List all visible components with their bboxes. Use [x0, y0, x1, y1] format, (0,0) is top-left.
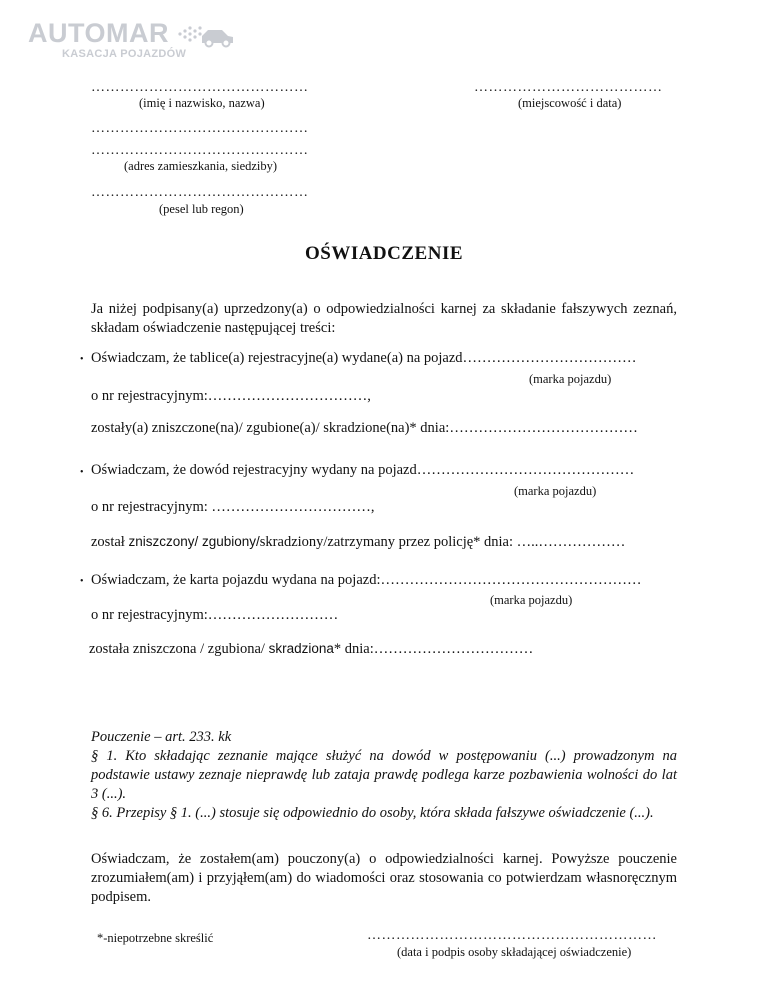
status-text-sans: zniszczony/ zgubiony/ [128, 534, 260, 549]
place-date-dots[interactable]: ………………………………… [474, 80, 663, 95]
date-dots[interactable]: …..……………… [516, 534, 626, 550]
date-dots[interactable]: ………………………………… [449, 420, 638, 436]
law-paragraph-6: § 6. Przepisy § 1. (...) stosuje się odpowiednio do osoby, która składa fałszywe oświadczenie (...). [91, 805, 654, 821]
address-caption: (adres zamieszkania, siedziby) [124, 159, 278, 173]
name-dots[interactable]: ……………………………………… [91, 80, 309, 95]
law-notice [91, 728, 677, 823]
date-dots[interactable]: …………………………… [373, 641, 534, 657]
registration-doc-registration: o nr rejestracyjnym: ……………………………, [91, 499, 375, 515]
vehicle-card-status [89, 641, 533, 658]
registration-doc-statement: Oświadczam, że dowód rejestracyjny wydany na pojazd……………………………………… [91, 462, 635, 478]
status-text: została zniszczona / zgubiona/ [89, 641, 269, 657]
law-heading: Pouczenie – art. 233. kk [91, 729, 232, 745]
signature-dots[interactable]: …………………………………………………… [367, 928, 657, 943]
bullet-icon: • [80, 467, 84, 478]
footnote: *-niepotrzebne skreślić [97, 931, 214, 945]
logo-subtitle: KASACJA POJAZDÓW [62, 48, 187, 60]
document-title: OŚWIADCZENIE [304, 243, 464, 264]
bullet-icon: • [80, 354, 84, 365]
plates-brand-caption: (marka pojazdu) [529, 372, 612, 386]
status-text-sans: skradziona [268, 641, 334, 656]
plates-statement: Oświadczam, że tablice(a) rejestracyjne(a) wydane(a) na pojazd……………………………… [91, 350, 637, 366]
logo-name: AUTOMAR [28, 18, 169, 48]
vehicle-card-statement: Oświadczam, że karta pojazdu wydana na pojazd:……………………………………………… [91, 572, 642, 588]
bullet-icon: • [80, 576, 84, 587]
registration-doc-brand-caption: (marka pojazdu) [514, 484, 597, 498]
intro-paragraph: Ja niżej podpisany(a) uprzedzony(a) o odpowiedzialności karnej za składanie fałszywych zeznań, składam oświadczenie następującej treści: [91, 301, 677, 336]
address-dots-1[interactable]: ……………………………………… [91, 121, 309, 136]
company-logo [28, 18, 228, 64]
law-paragraph-1: § 1. Kto składając zeznanie mające służyć na dowód w postępowaniu (...) prowadzonym na podstawie ustawy zeznaje nieprawdę lub zataja prawdę podlega karze pozbawienia wolności do lat 3 (...). [91, 748, 677, 802]
status-text-tail: skradziony/zatrzymany przez policję* dnia: [259, 534, 517, 550]
name-caption: (imię i nazwisko, nazwa) [139, 96, 265, 110]
pesel-caption: (pesel lub regon) [159, 202, 244, 216]
status-text: został [91, 534, 129, 550]
status-text: zostały(a) zniszczone(na)/ zgubione(a)/ skradzione(na)* dnia: [91, 420, 450, 436]
registration-doc-status [91, 534, 625, 551]
closing-paragraph: Oświadczam, że zostałem(am) pouczony(a) o odpowiedzialności karnej. Powyższe pouczenie zrozumiałem(am) i przyjąłem(am) do wiadomości oraz stosowania co potwierdzam własnoręcznym podpisem. [91, 851, 677, 905]
plates-registration: o nr rejestracyjnym:……………………………, [91, 388, 371, 404]
address-dots-2[interactable]: ……………………………………… [91, 143, 309, 158]
vehicle-card-brand-caption: (marka pojazdu) [490, 593, 573, 607]
signature-caption: (data i podpis osoby składającej oświadczenie) [397, 945, 632, 959]
place-date-caption: (miejscowość i data) [518, 96, 622, 110]
plates-status [91, 420, 638, 437]
vehicle-card-registration: o nr rejestracyjnym:……………………… [91, 607, 339, 623]
status-text-tail: * dnia: [333, 641, 374, 657]
pesel-dots[interactable]: ……………………………………… [91, 185, 309, 200]
car-icon [176, 22, 236, 48]
